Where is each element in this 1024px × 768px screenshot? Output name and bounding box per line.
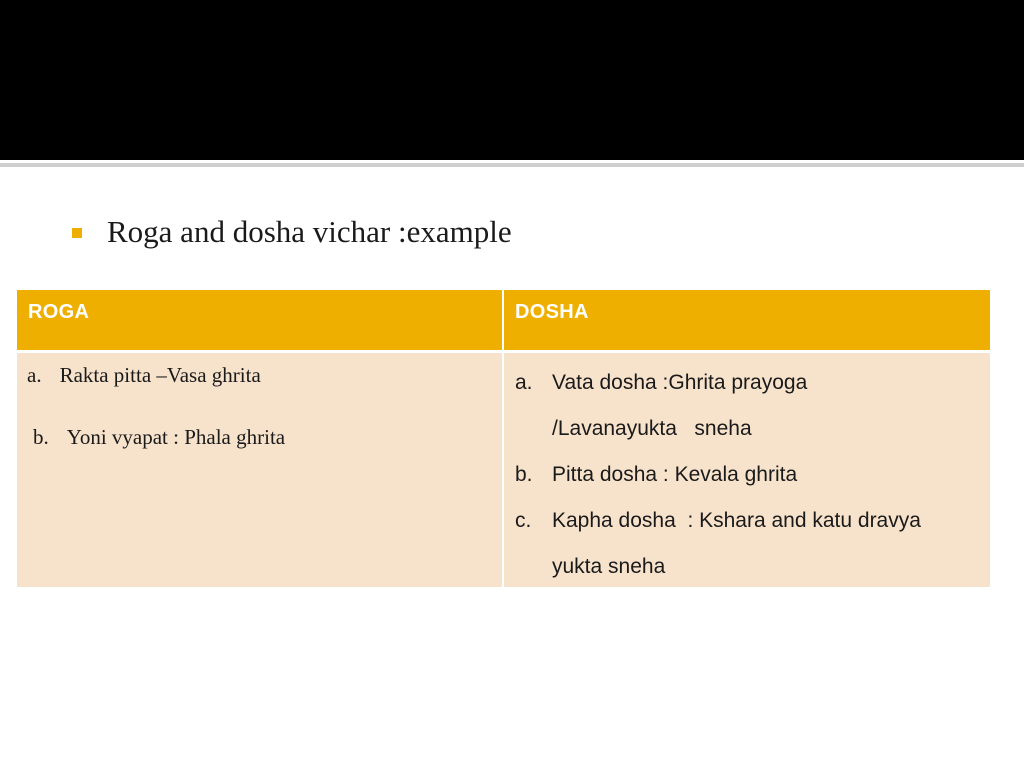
- roga-text: Yoni vyapat : Phala ghrita: [66, 425, 286, 449]
- list-marker: b.: [515, 463, 533, 486]
- roga-item: [33, 425, 285, 450]
- bullet-text: Roga and dosha vichar :example: [107, 214, 512, 249]
- dosha-list: [504, 353, 990, 587]
- dosha-text: Kapha dosha : Kshara and katu dravya: [552, 509, 921, 532]
- bullet-item: [72, 210, 512, 254]
- roga-item: [27, 363, 261, 388]
- divider-rule: [0, 163, 1024, 167]
- square-bullet-icon: [72, 228, 82, 238]
- roga-text: Rakta pitta –Vasa ghrita: [59, 363, 261, 387]
- table-header-roga: ROGA: [17, 290, 502, 350]
- list-marker: c.: [515, 509, 532, 532]
- dosha-text: Vata dosha :Ghrita prayoga: [552, 371, 808, 394]
- dosha-text: /Lavanayukta sneha: [552, 417, 752, 440]
- roga-dosha-table: [17, 290, 990, 587]
- roga-cell: [17, 353, 502, 587]
- table-header-dosha: DOSHA: [504, 290, 990, 350]
- list-marker: a.: [27, 363, 42, 387]
- dosha-text: yukta sneha: [552, 555, 666, 578]
- list-marker: b.: [33, 425, 49, 449]
- list-marker: a.: [515, 371, 533, 394]
- title-band: [0, 0, 1024, 160]
- dosha-cell: [504, 353, 990, 587]
- dosha-text: Pitta dosha : Kevala ghrita: [552, 463, 798, 486]
